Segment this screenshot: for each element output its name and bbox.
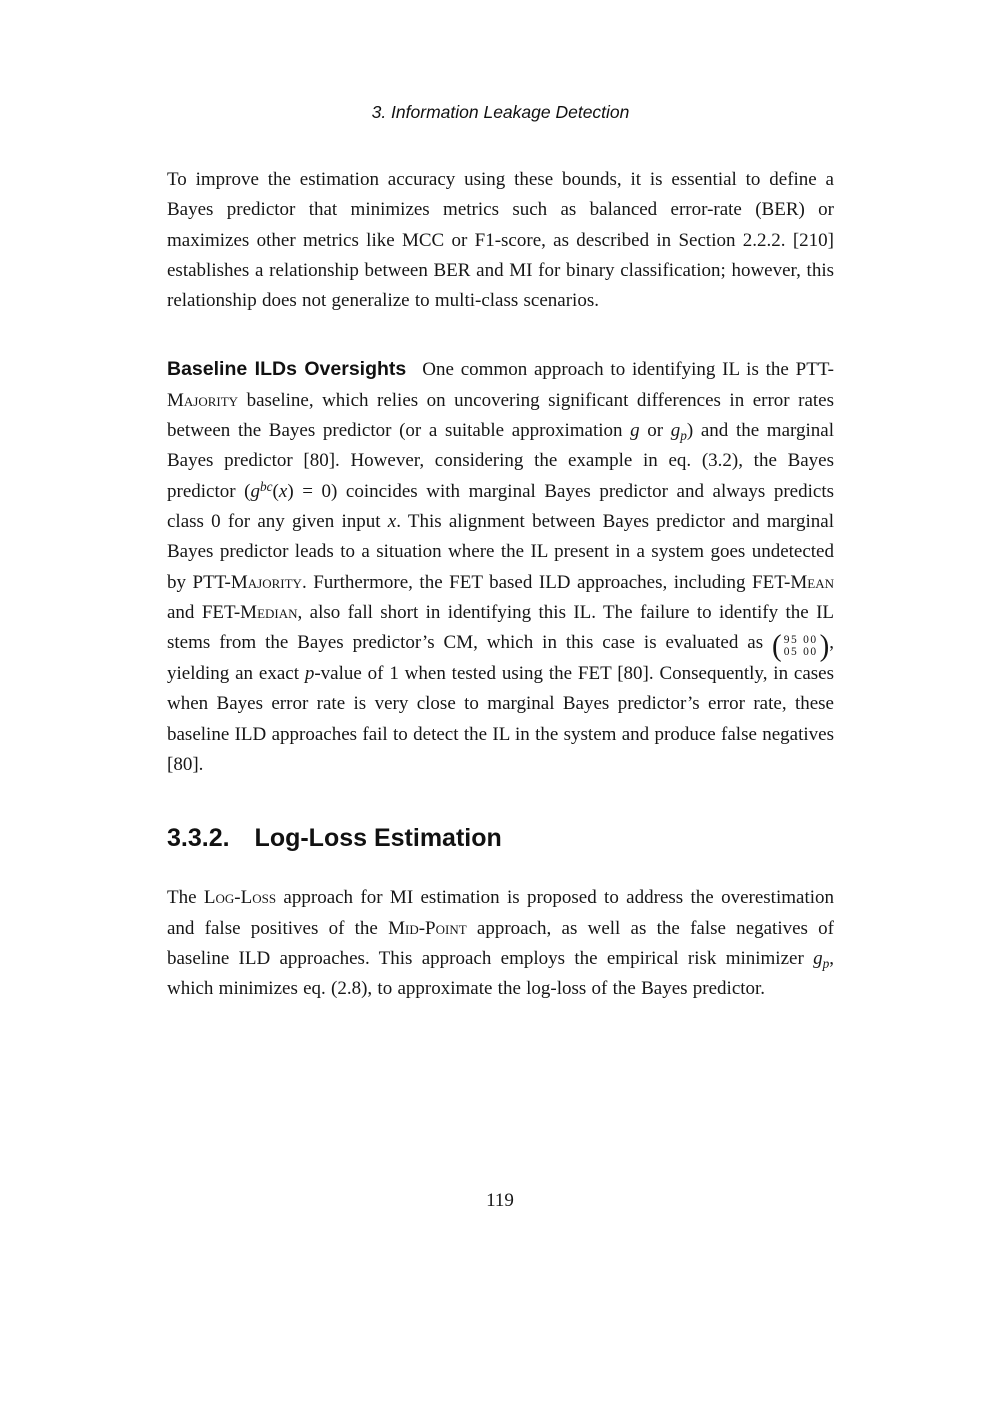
text-run: x: [387, 510, 397, 532]
text-run: PTT-Majority: [167, 359, 835, 411]
text-run: g: [813, 947, 823, 969]
text-run: g: [630, 420, 640, 442]
text-run: p: [822, 955, 830, 971]
text-run: Mid-Point: [388, 917, 467, 939]
text-run: and: [167, 601, 202, 623]
text-run: g: [250, 480, 260, 502]
matrix-row: 95 00: [783, 634, 818, 647]
paragraph-intro: [167, 165, 834, 316]
matrix-rows: [782, 634, 820, 658]
text-run: , which minimizes eq. (2.8), to approximate the log-loss of the Bayes predictor.: [167, 947, 834, 1000]
page-number: 119: [486, 1190, 514, 1211]
text-run: . This alignment between Bayes predictor and marginal Bayes predictor leads to a situation where the IL present in a system goes undetected by: [167, 510, 834, 593]
text-run: p: [680, 428, 687, 444]
text-run: approach, as well as the false negatives of baseline ILD approaches. This approach employs the empirical risk minimizer: [167, 917, 834, 969]
paragraph-baseline-ilds-oversights: [167, 354, 834, 780]
run-in-heading: Baseline ILDs Oversights: [167, 358, 407, 381]
confusion-matrix-inline: [772, 629, 830, 663]
text-run: baseline, which relies on uncovering significant differences in error rates between the Bayes predictor (or a suitable approximation: [167, 389, 834, 442]
text-run: FET-Mean: [752, 571, 834, 593]
text-run: . Furthermore, the FET based ILD approaches, including: [301, 571, 753, 593]
text-run: ) and the marginal Bayes predictor [80]. However, considering the example in eq. (3.2), the Bayes predictor (: [167, 420, 834, 502]
text-run: , also fall short in identifying this IL. The failure to identify the IL stems from the Bayes predictor’s CM, which in this case is evaluated as: [167, 601, 835, 654]
text-run: One common approach to identifying IL is the: [422, 359, 796, 381]
text-run: (: [272, 480, 279, 502]
text-run: , yielding an exact: [167, 632, 834, 685]
text-column: [167, 102, 834, 1005]
running-header: 3. Information Leakage Detection: [371, 102, 630, 122]
text-run: bc: [259, 478, 273, 494]
text-run: p: [304, 663, 315, 685]
matrix-paren-close: ): [819, 629, 830, 663]
text-run: or: [639, 420, 671, 442]
text-run: FET-Median: [201, 601, 298, 623]
matrix-paren-open: (: [772, 629, 782, 663]
paragraph-log-loss: [167, 883, 834, 1004]
text-run: ) = 0) coincides with marginal Bayes predictor and always predicts class 0 for any given input: [167, 480, 835, 532]
text-run: g: [670, 420, 681, 442]
text-run: x: [278, 480, 288, 502]
section-heading-log-loss-estimation: 3.3.2. Log-Loss Estimation: [167, 824, 502, 853]
text-run: To improve the estimation accuracy using these bounds, it is essential to define a Bayes predictor that minimizes metrics such as balanced error-rate (BER) or maximizes other metrics like MCC or F1-score, as described in Section 2.2.2. [210] establishes a relationship between BER and MI for binary classification; however, this relationship does not generalize to multi-class scenarios.: [167, 169, 834, 312]
text-run: approach for MI estimation is proposed to address the overestimation and false positives of the: [167, 887, 834, 939]
text-run: Log-Loss: [203, 887, 277, 909]
matrix-row: 05 00: [783, 646, 818, 659]
text-run: PTT-Majority: [192, 571, 302, 593]
text-run: The: [167, 887, 204, 909]
text-run: -value of 1 when tested using the FET [80]. Consequently, in cases when Bayes error rate is very close to marginal Bayes predictor’s error rate, these baseline ILD approaches fail to detect the IL in the system and produce false negatives [80].: [167, 663, 835, 776]
